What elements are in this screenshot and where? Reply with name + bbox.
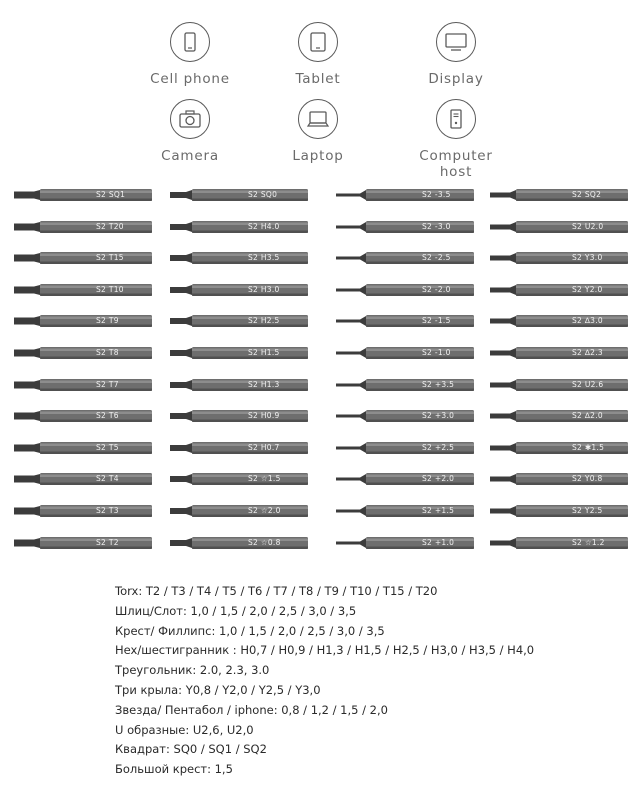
bit-drawing bbox=[336, 409, 476, 423]
spec-slot: Шлиц/Слот: 1,0 / 1,5 / 2,0 / 2,5 / 3,0 / 3,5 bbox=[115, 603, 357, 618]
bit-label: S2 T6 bbox=[96, 411, 119, 421]
bit-highlight bbox=[366, 222, 474, 225]
bit-drawing bbox=[170, 472, 310, 486]
screwdriver-bit bbox=[14, 409, 154, 423]
bit-tip bbox=[336, 474, 366, 484]
bit-drawing bbox=[14, 314, 154, 328]
bit-tip bbox=[170, 443, 192, 453]
screwdriver-bit bbox=[336, 409, 476, 423]
screwdriver-bit bbox=[336, 472, 476, 486]
screwdriver-bit bbox=[14, 188, 154, 202]
bit-drawing bbox=[14, 220, 154, 234]
bit-tip bbox=[490, 222, 516, 232]
bit-drawing bbox=[490, 378, 630, 392]
computer-host-icon bbox=[436, 99, 476, 139]
bit-tip bbox=[170, 316, 192, 326]
bit-tip bbox=[336, 538, 366, 548]
spec-square: Квадрат: SQ0 / SQ1 / SQ2 bbox=[115, 742, 267, 757]
bit-label: S2 Y2.5 bbox=[572, 506, 603, 515]
bit-label: S2 -1.0 bbox=[422, 348, 451, 357]
bit-drawing bbox=[14, 251, 154, 265]
bit-tip bbox=[170, 253, 192, 263]
bit-drawing bbox=[170, 251, 310, 265]
bit-drawing bbox=[336, 314, 476, 328]
bit-label: S2 H4.0 bbox=[248, 221, 280, 231]
bit-highlight bbox=[366, 317, 474, 320]
screwdriver-bit bbox=[336, 251, 476, 265]
screwdriver-bit bbox=[14, 314, 154, 328]
bit-tip bbox=[336, 222, 366, 232]
screwdriver-bit bbox=[336, 314, 476, 328]
screwdriver-bit bbox=[14, 346, 154, 360]
screwdriver-bit bbox=[170, 283, 310, 297]
bit-tip bbox=[336, 348, 366, 358]
bit-label: S2 -2.5 bbox=[422, 253, 451, 263]
bit-label: S2 ∆3.0 bbox=[572, 316, 603, 326]
device-label: Laptop bbox=[292, 148, 344, 164]
bit-drawing bbox=[14, 536, 154, 550]
bit-label: S2 -2.0 bbox=[422, 284, 451, 294]
bit-tip bbox=[336, 285, 366, 295]
bit-tip bbox=[336, 253, 366, 263]
laptop-icon bbox=[298, 99, 338, 139]
bit-drawing bbox=[14, 504, 154, 518]
screwdriver-bit bbox=[170, 220, 310, 234]
bit-drawing bbox=[170, 188, 310, 202]
bit-drawing bbox=[336, 536, 476, 550]
screwdriver-bit bbox=[170, 536, 310, 550]
bit-highlight bbox=[366, 538, 474, 541]
bit-label: S2 SQ0 bbox=[248, 190, 278, 199]
screwdriver-bit bbox=[14, 504, 154, 518]
bit-tip bbox=[14, 538, 40, 548]
bit-label: S2 Y0.8 bbox=[572, 474, 603, 484]
screwdriver-bit bbox=[490, 220, 630, 234]
screwdriver-bit bbox=[336, 188, 476, 202]
bit-drawing bbox=[336, 346, 476, 360]
bit-drawing bbox=[490, 409, 630, 423]
bit-label: S2 ☆1.2 bbox=[572, 537, 605, 547]
device-compatibility-grid bbox=[0, 0, 640, 180]
bit-tip bbox=[490, 411, 516, 421]
spec-big-phillips: Большой крест: 1,5 bbox=[115, 762, 233, 777]
bit-tip bbox=[170, 506, 192, 516]
bit-tip bbox=[490, 443, 516, 453]
bit-drawing bbox=[490, 283, 630, 297]
screwdriver-bit bbox=[490, 188, 630, 202]
screwdriver-bit bbox=[336, 346, 476, 360]
screwdriver-bits-grid bbox=[0, 180, 640, 570]
bit-shadow bbox=[366, 388, 474, 391]
bit-drawing bbox=[336, 441, 476, 455]
cell-phone-icon bbox=[170, 22, 210, 62]
display-icon bbox=[436, 22, 476, 62]
bit-tip bbox=[14, 506, 40, 516]
bit-label: S2 T2 bbox=[96, 537, 119, 547]
bit-label: S2 U2.0 bbox=[572, 221, 604, 231]
bit-highlight bbox=[366, 254, 474, 257]
device-display bbox=[386, 22, 526, 87]
bit-drawing bbox=[336, 188, 476, 202]
bit-tip bbox=[490, 474, 516, 484]
bit-label: S2 T5 bbox=[96, 442, 119, 452]
spec-phillips: Крест/ Филлипс: 1,0 / 1,5 / 2,0 / 2,5 / 3,0 / 3,5 bbox=[115, 623, 385, 638]
screwdriver-bit bbox=[490, 346, 630, 360]
bit-shadow bbox=[366, 262, 474, 265]
bit-label: S2 T20 bbox=[96, 221, 124, 231]
screwdriver-bit bbox=[490, 472, 630, 486]
bit-highlight bbox=[366, 349, 474, 352]
bit-shadow bbox=[366, 325, 474, 328]
bit-tip bbox=[490, 190, 516, 200]
bit-label: S2 +2.5 bbox=[422, 442, 455, 452]
spec-torx: Torx: T2 / T3 / T4 / T5 / T6 / T7 / T8 / T9 / T10 / T15 / T20 bbox=[115, 584, 438, 598]
bit-label: S2 T7 bbox=[96, 379, 119, 389]
bit-tip bbox=[490, 285, 516, 295]
screwdriver-bit bbox=[336, 283, 476, 297]
bit-drawing bbox=[14, 409, 154, 423]
screwdriver-bit bbox=[490, 409, 630, 423]
bit-drawing bbox=[336, 220, 476, 234]
bit-label: S2 H3.0 bbox=[248, 284, 280, 294]
bit-tip bbox=[336, 316, 366, 326]
screwdriver-bit bbox=[490, 441, 630, 455]
bit-drawing bbox=[170, 283, 310, 297]
bit-drawing bbox=[490, 314, 630, 328]
bit-label: S2 ∆2.3 bbox=[572, 348, 603, 357]
screwdriver-bit bbox=[170, 251, 310, 265]
screwdriver-bit bbox=[170, 188, 310, 202]
screwdriver-bit bbox=[490, 251, 630, 265]
screwdriver-bit bbox=[170, 314, 310, 328]
spec-hex: Hex/шестигранник : H0,7 / H0,9 / H1,3 / H1,5 / H2,5 / H3,0 / H3,5 / H4,0 bbox=[115, 643, 535, 658]
bit-highlight bbox=[366, 412, 474, 415]
screwdriver-bit bbox=[336, 441, 476, 455]
bit-shadow bbox=[366, 199, 474, 202]
bit-drawing bbox=[336, 378, 476, 392]
device-label: Camera bbox=[161, 148, 219, 164]
spec-pentalobe: Звезда/ Пентабол / iphone: 0,8 / 1,2 / 1,5 / 2,0 bbox=[115, 702, 388, 717]
bit-label: S2 T10 bbox=[96, 284, 124, 294]
bit-tip bbox=[490, 380, 516, 390]
bit-shadow bbox=[366, 293, 474, 296]
bit-specifications bbox=[115, 582, 625, 780]
screwdriver-bit bbox=[490, 504, 630, 518]
bit-tip bbox=[170, 285, 192, 295]
screwdriver-bit bbox=[14, 220, 154, 234]
bit-drawing bbox=[170, 536, 310, 550]
bit-drawing bbox=[490, 536, 630, 550]
bit-tip bbox=[170, 411, 192, 421]
bit-tip bbox=[336, 411, 366, 421]
bit-tip bbox=[14, 253, 40, 263]
bit-label: S2 H0.7 bbox=[248, 442, 280, 452]
bit-highlight bbox=[366, 507, 474, 510]
screwdriver-bit bbox=[170, 504, 310, 518]
bit-tip bbox=[490, 506, 516, 516]
screwdriver-bit bbox=[490, 378, 630, 392]
bit-drawing bbox=[170, 314, 310, 328]
bit-drawing bbox=[14, 441, 154, 455]
screwdriver-bit bbox=[170, 472, 310, 486]
bit-label: S2 Y3.0 bbox=[572, 253, 603, 263]
bit-label: S2 H0.9 bbox=[248, 411, 280, 421]
bit-tip bbox=[14, 474, 40, 484]
bit-drawing bbox=[490, 188, 630, 202]
bit-drawing bbox=[170, 409, 310, 423]
screwdriver-bit bbox=[170, 441, 310, 455]
bit-tip bbox=[336, 443, 366, 453]
camera-icon bbox=[170, 99, 210, 139]
bit-drawing bbox=[490, 472, 630, 486]
device-label: Display bbox=[428, 71, 484, 87]
bit-drawing bbox=[14, 378, 154, 392]
bit-shadow bbox=[366, 420, 474, 423]
screwdriver-bit bbox=[490, 536, 630, 550]
bit-drawing bbox=[170, 220, 310, 234]
bit-label: S2 T4 bbox=[96, 474, 119, 484]
bit-label: S2 +3.0 bbox=[422, 411, 455, 421]
bit-shadow bbox=[366, 515, 474, 518]
bit-tip bbox=[336, 190, 366, 200]
bit-tip bbox=[14, 348, 40, 358]
bit-label: S2 +2.0 bbox=[422, 474, 455, 484]
screwdriver-bit bbox=[490, 283, 630, 297]
bit-highlight bbox=[366, 285, 474, 288]
bit-label: S2 -3.0 bbox=[422, 221, 451, 231]
bit-drawing bbox=[490, 251, 630, 265]
bit-drawing bbox=[14, 346, 154, 360]
screwdriver-bit bbox=[14, 251, 154, 265]
tablet-icon bbox=[298, 22, 338, 62]
bit-drawing bbox=[170, 504, 310, 518]
bit-drawing bbox=[14, 188, 154, 202]
bit-shadow bbox=[366, 357, 474, 360]
bit-tip bbox=[490, 538, 516, 548]
bit-drawing bbox=[336, 504, 476, 518]
bit-drawing bbox=[490, 346, 630, 360]
bit-tip bbox=[14, 443, 40, 453]
bit-label: S2 T15 bbox=[96, 253, 124, 263]
bit-drawing bbox=[170, 378, 310, 392]
bit-shadow bbox=[366, 546, 474, 549]
screwdriver-bit bbox=[490, 314, 630, 328]
bit-tip bbox=[336, 506, 366, 516]
bit-tip bbox=[170, 380, 192, 390]
bit-tip bbox=[14, 190, 40, 200]
bit-drawing bbox=[336, 472, 476, 486]
bit-label: S2 H3.5 bbox=[248, 253, 280, 263]
device-label: Cell phone bbox=[150, 71, 230, 87]
device-laptop bbox=[248, 99, 388, 164]
bit-tip bbox=[490, 253, 516, 263]
bit-label: S2 T3 bbox=[96, 506, 119, 515]
screwdriver-bit bbox=[14, 378, 154, 392]
bit-shadow bbox=[366, 230, 474, 233]
bit-tip bbox=[14, 316, 40, 326]
bit-label: S2 SQ1 bbox=[96, 190, 126, 199]
device-computer-host bbox=[386, 99, 526, 180]
bit-drawing bbox=[336, 283, 476, 297]
device-tablet bbox=[248, 22, 388, 87]
screwdriver-bit bbox=[336, 536, 476, 550]
bit-tip bbox=[170, 222, 192, 232]
bit-tip bbox=[14, 411, 40, 421]
bit-tip bbox=[14, 285, 40, 295]
screwdriver-bit bbox=[170, 378, 310, 392]
screwdriver-bit bbox=[14, 472, 154, 486]
bit-label: S2 H2.5 bbox=[248, 316, 280, 326]
bit-drawing bbox=[14, 283, 154, 297]
screwdriver-bit bbox=[336, 504, 476, 518]
bit-label: S2 ∆2.0 bbox=[572, 411, 603, 421]
device-label: Computer host bbox=[419, 148, 493, 180]
device-label: Tablet bbox=[295, 71, 341, 87]
screwdriver-bit bbox=[336, 378, 476, 392]
bit-tip bbox=[490, 316, 516, 326]
bit-shadow bbox=[366, 451, 474, 454]
bit-tip bbox=[170, 474, 192, 484]
bit-tip bbox=[170, 190, 192, 200]
bit-shadow bbox=[366, 483, 474, 486]
bit-label: S2 H1.5 bbox=[248, 348, 280, 357]
bit-highlight bbox=[366, 380, 474, 383]
bit-drawing bbox=[490, 220, 630, 234]
bit-label: S2 +1.0 bbox=[422, 537, 455, 547]
bit-tip bbox=[336, 380, 366, 390]
device-camera bbox=[120, 99, 260, 164]
bit-drawing bbox=[490, 504, 630, 518]
spec-triangle: Треугольник: 2.0, 2.3, 3.0 bbox=[115, 663, 270, 678]
bit-highlight bbox=[366, 475, 474, 478]
device-cell-phone bbox=[120, 22, 260, 87]
bit-label: S2 SQ2 bbox=[572, 190, 602, 199]
bit-label: S2 Y2.0 bbox=[572, 284, 603, 294]
bit-tip bbox=[170, 348, 192, 358]
screwdriver-bit bbox=[14, 283, 154, 297]
screwdriver-bit bbox=[336, 220, 476, 234]
bit-label: S2 H1.3 bbox=[248, 379, 280, 389]
bit-drawing bbox=[170, 346, 310, 360]
spec-u-shaped: U образные: U2,6, U2,0 bbox=[115, 722, 254, 737]
bit-tip bbox=[170, 538, 192, 548]
bit-label: S2 -3.5 bbox=[422, 190, 451, 199]
bit-highlight bbox=[366, 443, 474, 446]
bit-label: S2 T8 bbox=[96, 348, 119, 357]
bit-tip bbox=[14, 222, 40, 232]
bit-label: S2 ☆1.5 bbox=[248, 474, 281, 484]
bit-highlight bbox=[366, 191, 474, 194]
bit-label: S2 U2.6 bbox=[572, 379, 604, 389]
bit-drawing bbox=[336, 251, 476, 265]
screwdriver-bit bbox=[170, 346, 310, 360]
bit-label: S2 -1.5 bbox=[422, 316, 451, 326]
bit-tip bbox=[14, 380, 40, 390]
screwdriver-bit bbox=[14, 441, 154, 455]
bit-label: S2 T9 bbox=[96, 316, 119, 326]
spec-tri-wing: Три крыла: Y0,8 / Y2,0 / Y2,5 / Y3,0 bbox=[115, 682, 321, 697]
bit-drawing bbox=[170, 441, 310, 455]
bit-label: S2 ☆2.0 bbox=[248, 506, 281, 515]
bit-label: S2 +3.5 bbox=[422, 379, 455, 389]
bit-drawing bbox=[14, 472, 154, 486]
bit-label: S2 +1.5 bbox=[422, 506, 455, 515]
bit-label: S2 ✱1.5 bbox=[572, 442, 605, 452]
bit-label: S2 ☆0.8 bbox=[248, 537, 281, 547]
bit-tip bbox=[490, 348, 516, 358]
screwdriver-bit bbox=[170, 409, 310, 423]
bit-drawing bbox=[490, 441, 630, 455]
screwdriver-bit bbox=[14, 536, 154, 550]
